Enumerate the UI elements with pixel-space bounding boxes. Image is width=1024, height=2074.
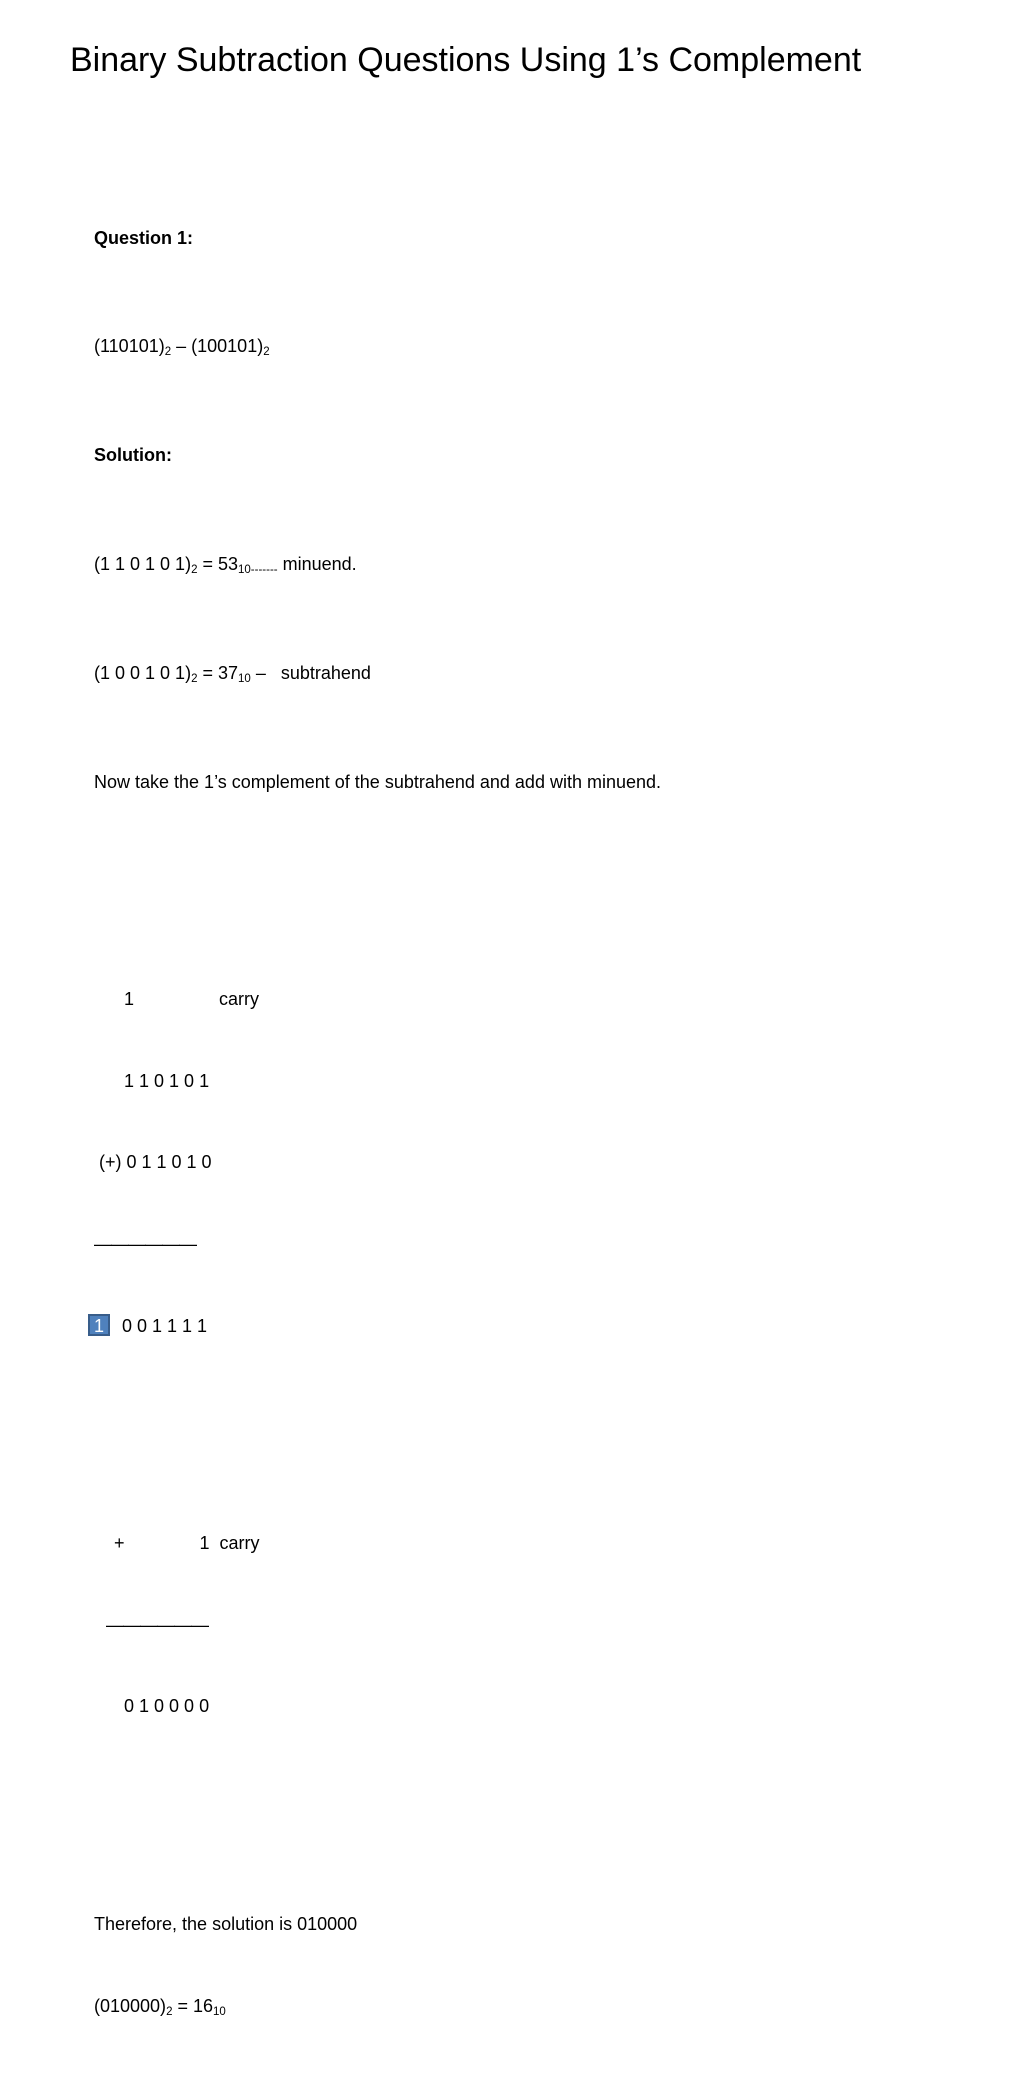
conclusion-final — [94, 1993, 661, 2020]
minuend-binary-base: 2 — [191, 564, 198, 576]
slide-title: Binary Subtraction Questions Using 1’s Complement — [70, 41, 862, 79]
minuend-line — [94, 551, 661, 578]
minus-operator: – — [171, 336, 192, 357]
final-binary: (010000) — [94, 1995, 167, 2016]
operand-a-base: 2 — [164, 346, 172, 359]
operand-b-base: 2 — [263, 346, 270, 359]
second-carry-line: + 1 carry — [94, 1533, 260, 1554]
operand-b: (100101) — [191, 336, 264, 357]
instruction-line: Now take the 1’s complement of the subtrahend and add with minuend. — [94, 771, 662, 792]
second-sum-rule-dashes: —————— — [94, 1614, 209, 1635]
subtrahend-decimal-base: 10 — [238, 672, 251, 685]
solution-label: Solution: — [94, 445, 172, 466]
addend-row-2: (+) 0 1 1 0 1 0 — [94, 1152, 212, 1173]
minuend-equals: = 53 — [197, 554, 239, 574]
subtrahend-note: – subtrahend — [250, 662, 371, 683]
operand-a: (110101) — [94, 336, 165, 357]
question-expression — [94, 333, 661, 360]
blank-line — [94, 877, 661, 904]
sum-result: 0 0 1 1 1 1 — [122, 1315, 208, 1336]
minuend-decimal-base: 10------- — [238, 564, 278, 576]
subtrahend-binary: (1 0 0 1 0 1) — [94, 662, 192, 683]
second-sum-rule — [94, 1612, 661, 1639]
carry-line: 1 carry — [94, 989, 260, 1010]
sum-result-line — [94, 1313, 661, 1340]
final-equals: = 16 — [172, 1995, 214, 2016]
conclusion-statement: Therefore, the solution is 010000 — [94, 1913, 358, 1934]
subtrahend-equals: = 37 — [197, 662, 239, 683]
subtrahend-binary-base: 2 — [191, 672, 198, 685]
final-decimal-base: 10 — [213, 2005, 226, 2018]
slide-body — [94, 143, 661, 2074]
blank-line — [94, 1802, 661, 1829]
question-label: Question 1: — [94, 227, 194, 248]
final-binary-base: 2 — [166, 2005, 173, 2018]
minuend-note: minuend. — [277, 554, 357, 574]
subtrahend-line — [94, 660, 661, 687]
addend-row-1: 1 1 0 1 0 1 — [94, 1070, 210, 1091]
blank-line — [94, 1421, 661, 1448]
sum-rule-dashes: —————— — [94, 1233, 196, 1254]
minuend-binary: (1 1 0 1 0 1) — [94, 554, 192, 574]
second-sum-result: 0 1 0 0 0 0 — [94, 1696, 210, 1717]
sum-rule — [94, 1231, 661, 1258]
end-around-carry-box: 1 — [88, 1314, 110, 1336]
